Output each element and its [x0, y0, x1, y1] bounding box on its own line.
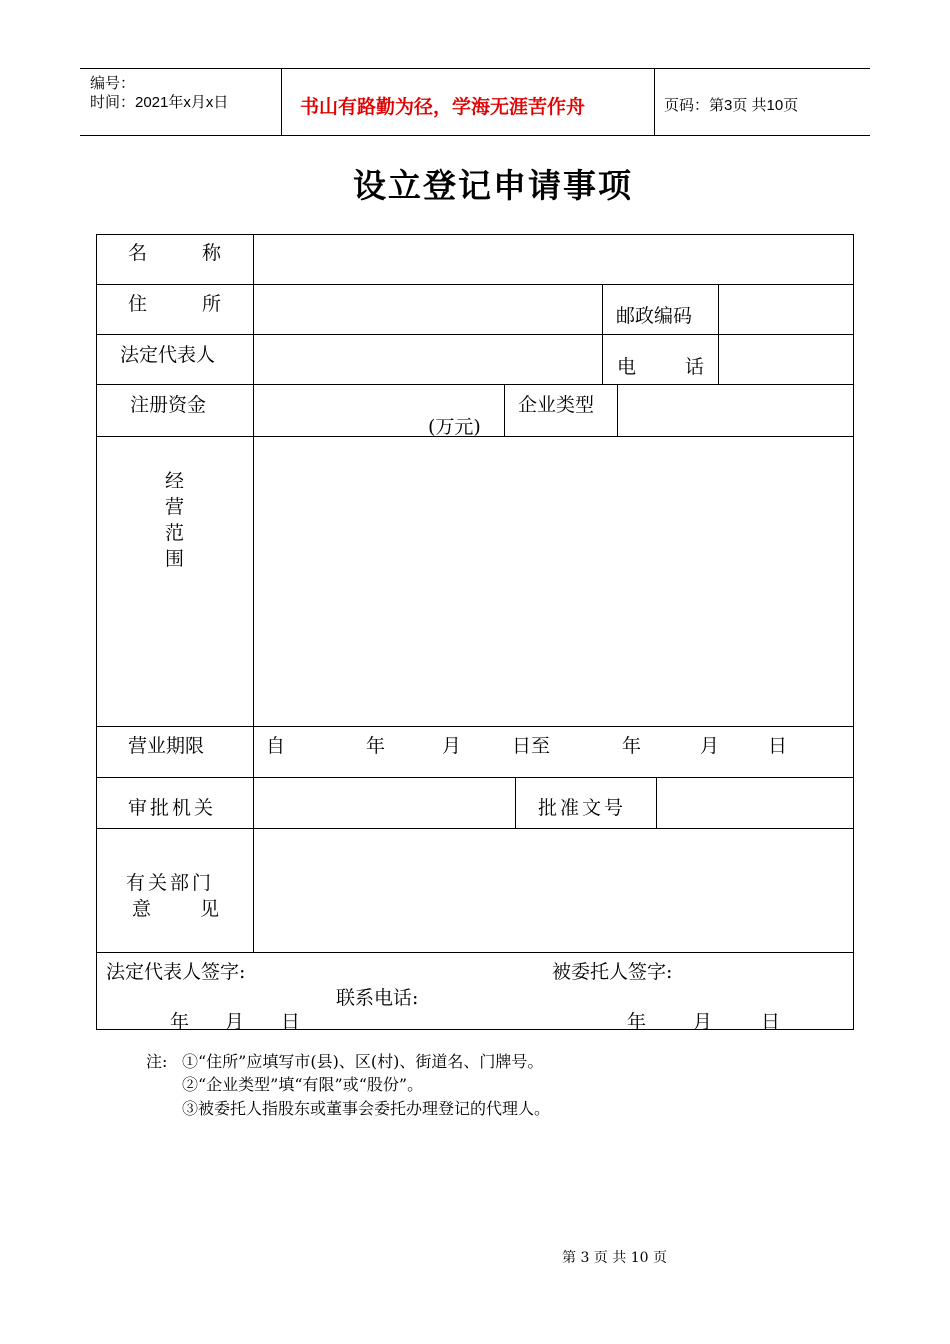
col-rule — [718, 284, 719, 384]
motto: 书山有路勤为径，学海无涯苦作舟 — [300, 96, 586, 118]
agent-signature-label: 被委托人签字: — [552, 961, 673, 983]
col-rule — [515, 777, 516, 828]
name-field[interactable] — [255, 236, 852, 283]
page-footer: 第 3 页 共 10 页 — [562, 1250, 667, 1266]
notes-prefix: 注: — [146, 1052, 168, 1071]
col-rule — [617, 384, 618, 436]
term-month-end[interactable]: 月 — [700, 735, 720, 757]
scope-label-4: 围 — [165, 548, 185, 570]
header-bottom-rule — [80, 135, 870, 136]
row-rule — [96, 384, 854, 385]
sign-day-right: 日 — [761, 1011, 781, 1033]
opinion-label-b1: 意 — [132, 898, 152, 920]
approval-org-field[interactable] — [255, 779, 514, 827]
approval-no-field[interactable] — [658, 779, 852, 827]
row-rule — [96, 334, 854, 335]
scope-field[interactable] — [255, 438, 852, 725]
sign-month-left: 月 — [225, 1011, 245, 1033]
scope-label-3: 范 — [165, 522, 185, 544]
scope-label-2: 营 — [165, 496, 185, 518]
term-from[interactable]: 自 — [266, 735, 286, 757]
phone-label-b: 话 — [685, 356, 705, 378]
form-border-top — [96, 234, 854, 235]
header-top-rule — [80, 68, 870, 69]
row-rule — [96, 777, 854, 778]
address-label-b: 所 — [202, 293, 222, 315]
opinion-label-b2: 见 — [200, 898, 220, 920]
contact-phone-label: 联系电话: — [336, 987, 419, 1009]
sign-day-left: 日 — [281, 1011, 301, 1033]
name-label-a: 名 — [128, 242, 148, 264]
phone-field[interactable] — [720, 336, 852, 383]
opinion-label-a: 有关部门 — [126, 872, 215, 894]
label-column-rule — [253, 234, 254, 952]
sign-month-right: 月 — [693, 1011, 713, 1033]
row-rule — [96, 284, 854, 285]
approval-no-label: 批准文号 — [538, 797, 627, 819]
col-rule — [602, 284, 603, 384]
legal-rep-signature-label: 法定代表人签字: — [106, 961, 246, 983]
col-rule — [504, 384, 505, 436]
term-day-end[interactable]: 日 — [768, 735, 788, 757]
form-border-left — [96, 234, 97, 1030]
postcode-label: 邮政编码 — [616, 305, 693, 327]
approval-org-label: 审批机关 — [128, 797, 217, 819]
time-label: 时间：2021年x月x日 — [90, 94, 229, 111]
address-label-a: 住 — [128, 293, 148, 315]
term-month-start[interactable]: 月 — [442, 735, 462, 757]
header-divider-2 — [654, 68, 655, 136]
page-title: 设立登记申请事项 — [353, 166, 633, 205]
company-type-field[interactable] — [619, 386, 852, 435]
capital-label: 注册资金 — [130, 394, 207, 416]
form-border-bottom — [96, 1029, 854, 1030]
legal-rep-field[interactable] — [255, 336, 601, 383]
row-rule — [96, 726, 854, 727]
scope-label-1: 经 — [165, 470, 185, 492]
header-divider-1 — [281, 68, 282, 136]
opinion-field[interactable] — [255, 830, 852, 951]
phone-label-a: 电 — [617, 356, 637, 378]
note-item-1: ①“住所”应填写市(县)、区(村)、街道名、门牌号。 — [182, 1052, 544, 1071]
row-rule — [96, 952, 854, 953]
term-year-start[interactable]: 年 — [366, 735, 386, 757]
sign-year-right: 年 — [627, 1011, 647, 1033]
legal-rep-label: 法定代表人 — [120, 344, 216, 366]
sign-year-left: 年 — [170, 1011, 190, 1033]
serial-label: 编号： — [90, 75, 136, 92]
postcode-field[interactable] — [720, 286, 852, 333]
term-year-end[interactable]: 年 — [622, 735, 642, 757]
col-rule — [656, 777, 657, 828]
note-item-2: ②“企业类型”填“有限”或“股份”。 — [182, 1075, 424, 1094]
form-border-right — [853, 234, 854, 1030]
address-field[interactable] — [255, 286, 601, 333]
name-label-b: 称 — [202, 242, 222, 264]
row-rule — [96, 828, 854, 829]
term-day-to[interactable]: 日至 — [512, 735, 551, 757]
page-info: 页码：第3页 共10页 — [664, 97, 799, 114]
company-type-label: 企业类型 — [518, 394, 595, 416]
note-item-3: ③被委托人指股东或董事会委托办理登记的代理人。 — [182, 1099, 551, 1118]
term-label: 营业期限 — [128, 735, 205, 757]
capital-unit: (万元) — [428, 416, 481, 438]
